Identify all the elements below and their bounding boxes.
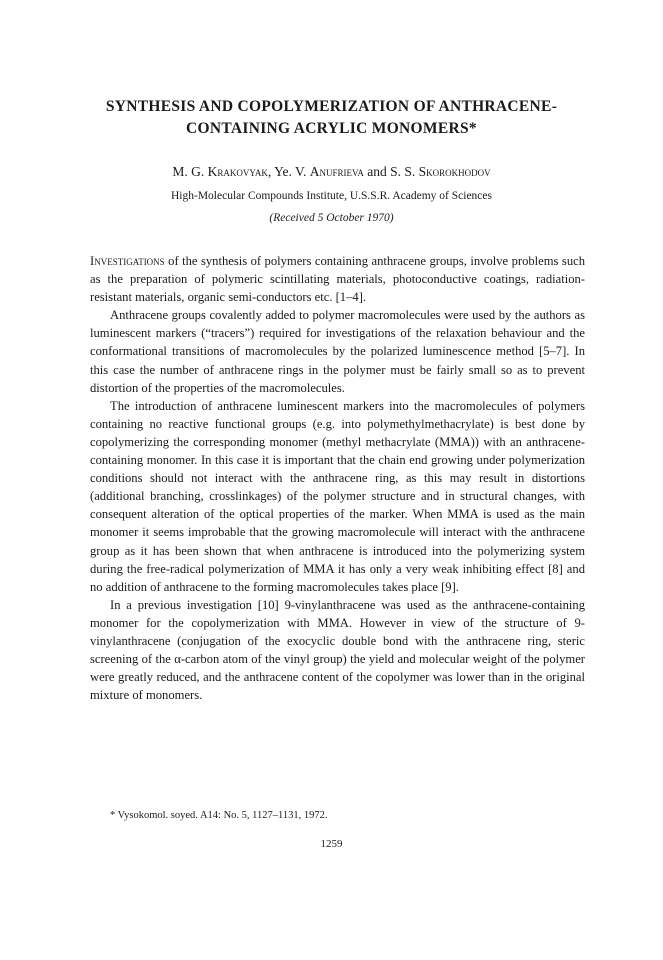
paragraph-4: In a previous investigation [10] 9-vinylanthracene was used as the anthracene-containing monomer for the copolymerization with MMA. However in view of the structure of 9-vinylanthracene (conjugation of the exocyclic double bond with the anthracene ring, steric screening of the α-carbon atom of the vinyl group) the yield and molecular weight of the polymer were greatly reduced, and the anthracene content of the copolymer was lower than in the original mixture of monomers. (90, 597, 585, 703)
affiliation: High-Molecular Compounds Institute, U.S.S.R. Academy of Sciences (170, 190, 492, 202)
author-separator: , (267, 164, 275, 179)
author-1-initials: M. G. (172, 164, 208, 179)
title-line-2: CONTAINING ACRYLIC MONOMERS* (186, 120, 477, 137)
paragraph-1-lead: Investigations (90, 254, 165, 268)
footnote: * Vysokomol. soyed. A14: No. 5, 1127–1131, 1972. (110, 810, 328, 821)
received-date: (Received 5 October 1970) (269, 212, 394, 224)
paragraph-2: Anthracene groups covalently added to polymer macromolecules were used by the authors as luminescent markers (“tracers”) required for investigations of the relaxation behaviour and the conformational transitions of macromolecules by the polarized luminescence method [5–7]. In this case the number of anthracene rings in the polymer must be fairly small so as to prevent distortion of the properties of the macromolecules. (90, 308, 585, 395)
author-3-initials: S. S. (390, 164, 419, 179)
paragraph-1 (90, 252, 585, 306)
page-number: 1259 (320, 838, 343, 850)
title-line-1: SYNTHESIS AND COPOLYMERIZATION OF ANTHRACENE- (105, 98, 558, 115)
author-conjunction: and (363, 164, 391, 179)
paragraph-3: The introduction of anthracene luminescent markers into the macromolecules of polymers containing no reactive functional groups (e.g. into polymethylmethacrylate) is best done by copolymerizing the corresponding monomer (methyl methacrylate (MMA)) with an anthracene-containing monomer. In this case it is important that the chain end growing under polymerization conditions should not interact with the anthracene ring, as this may result in distortions (additional branching, crosslinkages) of the polymer structure and in structural changes, with consequent alteration of the optical properties of the marker. When MMA is used as the main monomer it seems improbable that the growing macromolecule will interact with the anthracene group as it has been shown that when anthracene is introduced into the polymerizing system during the free-radical polymerization of MMA it has only a very weak inhibiting effect [8] and no addition of anthracene to the forming macromolecules takes place [9]. (90, 398, 585, 594)
author-2-surname: Anufrieva (309, 164, 364, 179)
paper-title (60, 96, 603, 140)
author-1-surname: Krakovyak (207, 164, 268, 179)
article-body (90, 252, 585, 704)
author-list (60, 164, 603, 180)
paragraph-1-text: of the synthesis of polymers containing anthracene groups, involve problems such as the preparation of polymeric scintillating materials, photoconductive coatings, radiation-resistant materials, organic semi-conductors etc. [1–4]. (90, 254, 585, 305)
author-3-surname: Skorokhodov (418, 164, 491, 179)
author-2-initials: Ye. V. (274, 164, 310, 179)
